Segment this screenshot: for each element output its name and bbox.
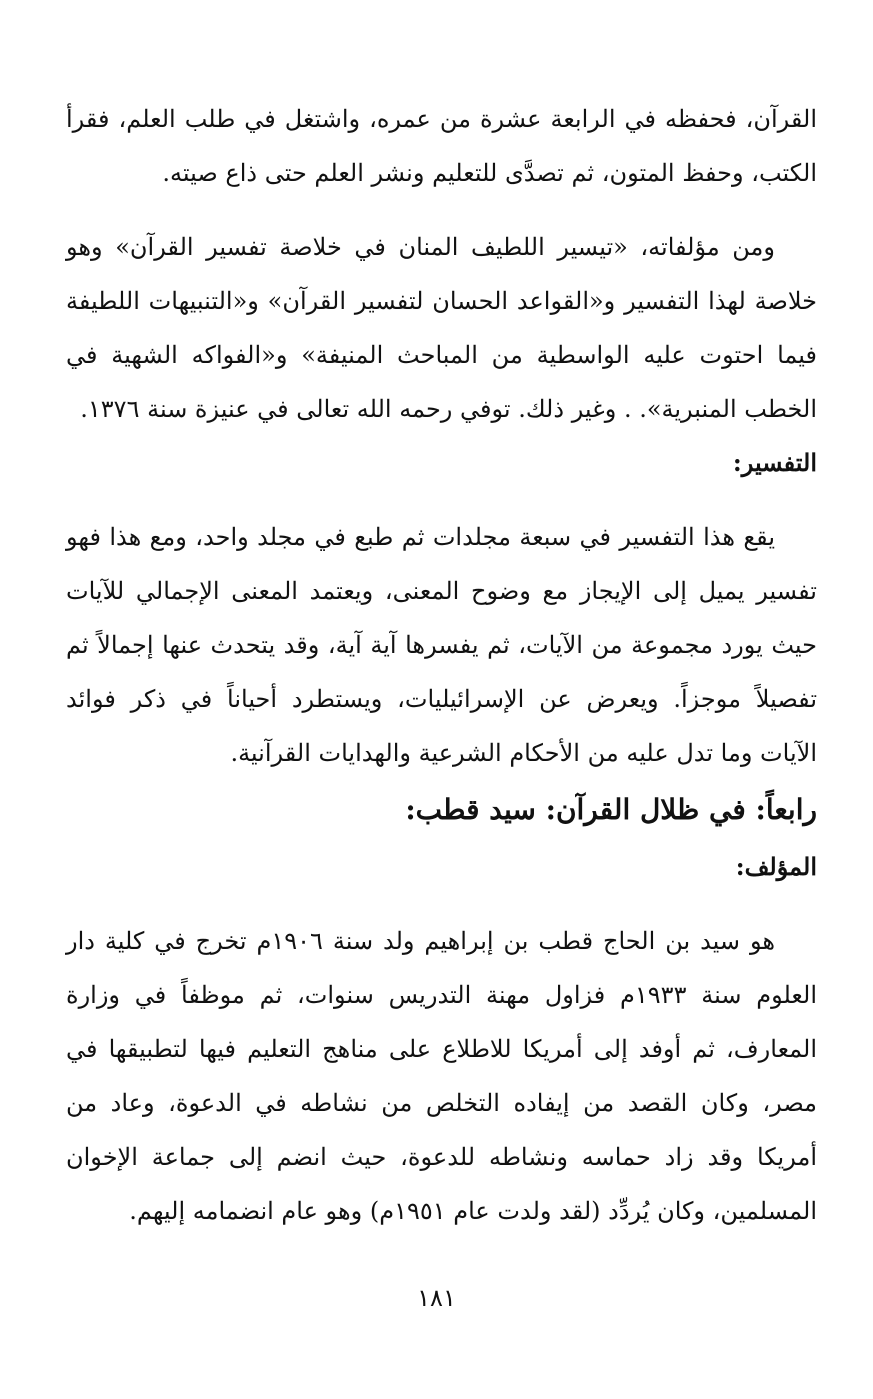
heading-tafsir: التفسير: — [732, 448, 817, 477]
page-body — [66, 92, 817, 1238]
paragraph-works: ومن مؤلفاته، «تيسير اللطيف المنان في خلاصة تفسير القرآن» وهو خلاصة لهذا التفسير و«القواعد الحسان لتفسير القرآن» و«التنبيهات اللطيفة فيما احتوت عليه الواسطية من المباحث المنيفة» و«الفواكه الشهية في الخطب المنبرية». . وغير ذلك. توفي رحمه الله تعالى في عنيزة سنة ١٣٧٦. — [66, 233, 818, 423]
heading-author: المؤلف: — [735, 852, 817, 881]
paragraph-tafsir-description: يقع هذا التفسير في سبعة مجلدات ثم طبع في مجلد واحد، ومع هذا فهو تفسير يميل إلى الإيجاز مع وضوح المعنى، ويعتمد المعنى الإجمالي للآيات حيث يورد مجموعة من الآيات، ثم يفسرها آية آية، وقد يتحدث عنها إجمالاً ثم تفصيلاً موجزاً. ويعرض عن الإسرائيليات، ويستطرد أحياناً في ذكر فوائد الآيات وما تدل عليه من الأحكام الشرعية والهدايات القرآنية. — [66, 523, 817, 767]
paragraph-continuation: القرآن، فحفظه في الرابعة عشرة من عمره، واشتغل في طلب العلم، فقرأ الكتب، وحفظ المتون، ثم تصدَّى للتعليم ونشر العلم حتى ذاع صيته. — [66, 105, 817, 187]
page-number: ١٨١ — [417, 1284, 456, 1312]
paragraph-author-biography: هو سيد بن الحاج قطب بن إبراهيم ولد سنة ١٩٠٦م تخرج في كلية دار العلوم سنة ١٩٣٣م فزاول مهنة التدريس سنوات، ثم موظفاً في وزارة المعارف، ثم أوفد إلى أمريكا للاطلاع على مناهج التعليم فيها لتطبيقها في مصر، وكان القصد من إيفاده التخلص من نشاطه في الدعوة، وعاد من أمريكا وقد زاد حماسه ونشاطه للدعوة، حيث انضم إلى جماعة الإخوان المسلمين، وكان يُردِّد (لقد ولدت عام ١٩٥١م) وهو عام انضمامه إليهم. — [66, 927, 817, 1225]
section-heading: رابعاً: في ظلال القرآن: سيد قطب: — [405, 793, 817, 826]
